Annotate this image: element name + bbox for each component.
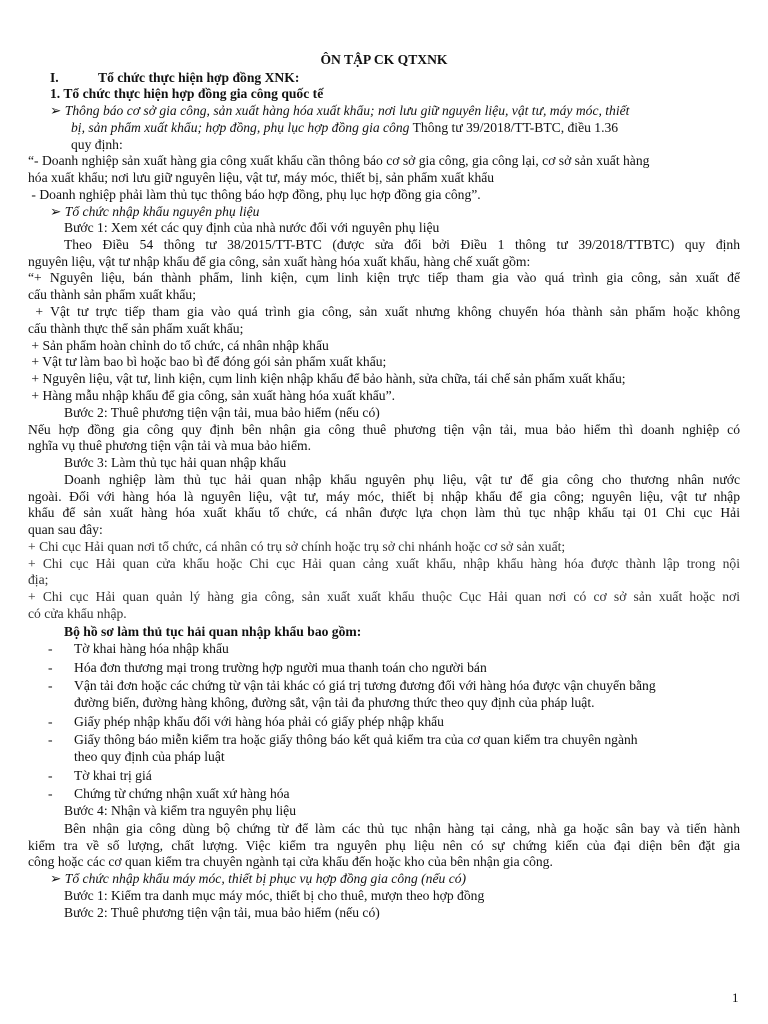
section-heading-1 bbox=[50, 70, 762, 86]
list-item-text: Vận tải đơn hoặc các chứng từ vận tải khác có giá trị tương đương đối với hàng hóa được vận chuyển bằng bbox=[74, 678, 656, 693]
list-item-continuation: theo quy định của pháp luật bbox=[74, 749, 225, 764]
dash: - bbox=[48, 641, 53, 656]
step-4: Bước 4: Nhận và kiểm tra nguyên phụ liệu bbox=[64, 803, 297, 818]
paragraph-line: cấu thành thực thể sản phẩm xuất khẩu; bbox=[28, 321, 244, 336]
paragraph-line: Bên nhận gia công dùng bộ chứng từ để làm các thủ tục nhận hàng tại cảng, nhà ga hoặc sân bay và tiến hành bbox=[64, 821, 740, 836]
paragraph-line: + Vật tư làm bao bì hoặc bao bì để đóng gói sản phẩm xuất khẩu; bbox=[28, 354, 387, 369]
subsection-heading: 1. Tổ chức thực hiện hợp đồng gia công quốc tế bbox=[50, 86, 324, 101]
paragraph-line: + Chi cục Hải quan cửa khẩu hoặc Chi cục Hải quan cảng xuất khẩu, nhập khẩu hàng hóa được thành lập trong nội bbox=[28, 556, 740, 571]
list-item bbox=[48, 732, 760, 748]
section-number: I. bbox=[50, 70, 59, 85]
dash: - bbox=[48, 660, 53, 675]
list-item-text: Hóa đơn thương mại trong trường hợp người mua thanh toán cho người bán bbox=[74, 660, 487, 675]
list-item-text: Chứng từ chứng nhận xuất xứ hàng hóa bbox=[74, 786, 290, 801]
arrow-bullet-1-line3: quy định: bbox=[71, 137, 123, 152]
paragraph-line: ngoài. Đối với hàng hóa là nguyên liệu, vật tư, máy móc, thiết bị nhập khẩu để gia công; nguyên liệu, vật tư nhập bbox=[28, 489, 740, 504]
section-title: Tổ chức thực hiện hợp đồng XNK: bbox=[98, 70, 300, 85]
paragraph-line: + Nguyên liệu, vật tư, linh kiện, cụm linh kiện nhập khẩu để bảo hành, sửa chữa, tái chế sản phẩm xuất khẩu; bbox=[28, 371, 626, 386]
arrow-icon: ➢ bbox=[50, 103, 62, 118]
paragraph-line: khẩu để sản xuất hàng hóa xuất khẩu tổ chức, cá nhân được lựa chọn làm thủ tục nhập khẩu tại 01 Chi cục Hải bbox=[28, 505, 740, 520]
quote-line: “- Doanh nghiệp sản xuất hàng gia công xuất khẩu cần thông báo cơ sở gia công, gia công lại, cơ sở sản xuất hàng bbox=[28, 153, 650, 168]
quote-line: - Doanh nghiệp phải làm thủ tục thông báo hợp đồng, phụ lục hợp đồng gia công”. bbox=[28, 187, 481, 202]
list-item-text: Tờ khai trị giá bbox=[74, 768, 152, 783]
arrow-bullet-1-regulation: Thông tư 39/2018/TT-BTC, điều 1.36 bbox=[409, 120, 619, 135]
dash: - bbox=[48, 786, 53, 801]
step-b1: Bước 1: Kiểm tra danh mục máy móc, thiết bị cho thuê, mượn theo hợp đồng bbox=[64, 888, 485, 903]
paragraph-line: + Chi cục Hải quan quản lý hàng gia công, sản xuất xuất khẩu thuộc Cục Hải quan nơi có cơ sở sản xuất hoặc nơi bbox=[28, 589, 740, 604]
paragraph-line: Doanh nghiệp làm thủ tục hải quan nhập khẩu nguyên phụ liệu, vật tư để gia công cho thương nhân nước bbox=[64, 472, 740, 487]
document-title: ÔN TẬP CK QTXNK bbox=[320, 52, 448, 67]
paragraph-line: nguyên liệu, vật tư nhập khẩu để gia công, sản xuất hàng hóa xuất khẩu, hàng chế xuất gồm: bbox=[28, 254, 531, 269]
arrow-icon: ➢ bbox=[50, 871, 62, 886]
list-item bbox=[48, 768, 760, 784]
paragraph-line: có cửa khẩu nhập. bbox=[28, 606, 127, 621]
list-item bbox=[48, 786, 760, 802]
paragraph-line: “+ Nguyên liệu, bán thành phẩm, linh kiện, cụm linh kiện trực tiếp tham gia vào quá trình gia công, sản xuất để bbox=[28, 270, 740, 285]
paragraph-line: công hoặc các cơ quan kiểm tra chuyên ngành tại cửa khẩu đến hoặc kho của bên nhận gia công. bbox=[28, 854, 553, 869]
list-item bbox=[48, 714, 760, 730]
arrow-bullet-3-text: Tổ chức nhập khẩu máy móc, thiết bị phục vụ hợp đồng gia công (nếu có) bbox=[64, 871, 467, 886]
paragraph-line: kiểm tra về số lượng, chất lượng. Việc kiểm tra nguyên phụ liệu nên có sự chứng kiến của đại diện bên đặt gia bbox=[28, 838, 740, 853]
paragraph-line: + Sản phẩm hoàn chỉnh do tổ chức, cá nhân nhập khẩu bbox=[28, 338, 329, 353]
page-number: 1 bbox=[732, 990, 739, 1005]
arrow-bullet-1-line1: Thông báo cơ sở gia công, sản xuất hàng hóa xuất khẩu; nơi lưu giữ nguyên liệu, vật tư, máy móc, thiết bbox=[64, 103, 630, 118]
step-3: Bước 3: Làm thủ tục hải quan nhập khẩu bbox=[64, 455, 287, 470]
paragraph-line: + Hàng mẫu nhập khẩu để gia công, sản xuất hàng hóa xuất khẩu”. bbox=[28, 388, 396, 403]
arrow-icon: ➢ bbox=[50, 204, 62, 219]
list-item-text: Tờ khai hàng hóa nhập khẩu bbox=[74, 641, 229, 656]
dash: - bbox=[48, 714, 53, 729]
step-2: Bước 2: Thuê phương tiện vận tải, mua bảo hiểm (nếu có) bbox=[64, 405, 380, 420]
dash: - bbox=[48, 732, 53, 747]
arrow-bullet-2-text: Tổ chức nhập khẩu nguyên phụ liệu bbox=[64, 204, 260, 219]
list-item bbox=[48, 660, 760, 676]
paragraph-line: quan sau đây: bbox=[28, 522, 103, 537]
dash: - bbox=[48, 768, 53, 783]
list-item-text: Giấy phép nhập khẩu đối với hàng hóa phải có giấy phép nhập khẩu bbox=[74, 714, 444, 729]
paragraph-line: Nếu hợp đồng gia công quy định bên nhận gia công thuê phương tiện vận tải, mua bảo hiểm thì doanh nghiệp có bbox=[28, 422, 740, 437]
paragraph-line: + Chi cục Hải quan nơi tổ chức, cá nhân có trụ sở chính hoặc trụ sở chi nhánh hoặc cơ sở sản xuất; bbox=[28, 539, 566, 554]
paragraph-line: cấu thành sản phẩm xuất khẩu; bbox=[28, 287, 196, 302]
arrow-bullet-2 bbox=[50, 204, 762, 220]
arrow-bullet-1 bbox=[50, 103, 762, 119]
step-b2: Bước 2: Thuê phương tiện vận tải, mua bảo hiểm (nếu có) bbox=[64, 905, 380, 920]
arrow-bullet-3 bbox=[50, 871, 762, 887]
quote-line: hóa xuất khẩu; nơi lưu giữ nguyên liệu, vật tư, máy móc, thiết bị, sản phẩm xuất khẩu bbox=[28, 170, 495, 185]
dossier-heading: Bộ hồ sơ làm thủ tục hải quan nhập khẩu bao gồm: bbox=[64, 624, 362, 639]
paragraph-line: Theo Điều 54 thông tư 38/2015/TT-BTC (được sửa đổi bởi Điều 1 thông tư 39/2018/TTBTC) quy định bbox=[64, 237, 740, 252]
arrow-bullet-1-italic: bị, sản phẩm xuất khẩu; hợp đồng, phụ lục hợp đồng gia công bbox=[71, 120, 410, 135]
list-item bbox=[48, 678, 760, 694]
paragraph-line: địa; bbox=[28, 572, 49, 587]
list-item-text: Giấy thông báo miễn kiểm tra hoặc giấy thông báo kết quả kiểm tra của cơ quan kiểm tra chuyên ngành bbox=[74, 732, 638, 747]
list-item-continuation: đường biển, đường hàng không, đường sắt, vận tải đa phương thức theo quy định của pháp luật. bbox=[74, 695, 595, 710]
paragraph-line: nghĩa vụ thuê phương tiện vận tải và mua bảo hiểm. bbox=[28, 438, 311, 453]
step-1: Bước 1: Xem xét các quy định của nhà nước đối với nguyên phụ liệu bbox=[64, 220, 440, 235]
dash: - bbox=[48, 678, 53, 693]
paragraph-line: + Vật tư trực tiếp tham gia vào quá trình gia công, sản xuất nhưng không chuyển hóa thành sản phẩm hoặc không bbox=[28, 304, 740, 319]
arrow-bullet-1-line2 bbox=[71, 120, 768, 136]
list-item bbox=[48, 641, 760, 657]
